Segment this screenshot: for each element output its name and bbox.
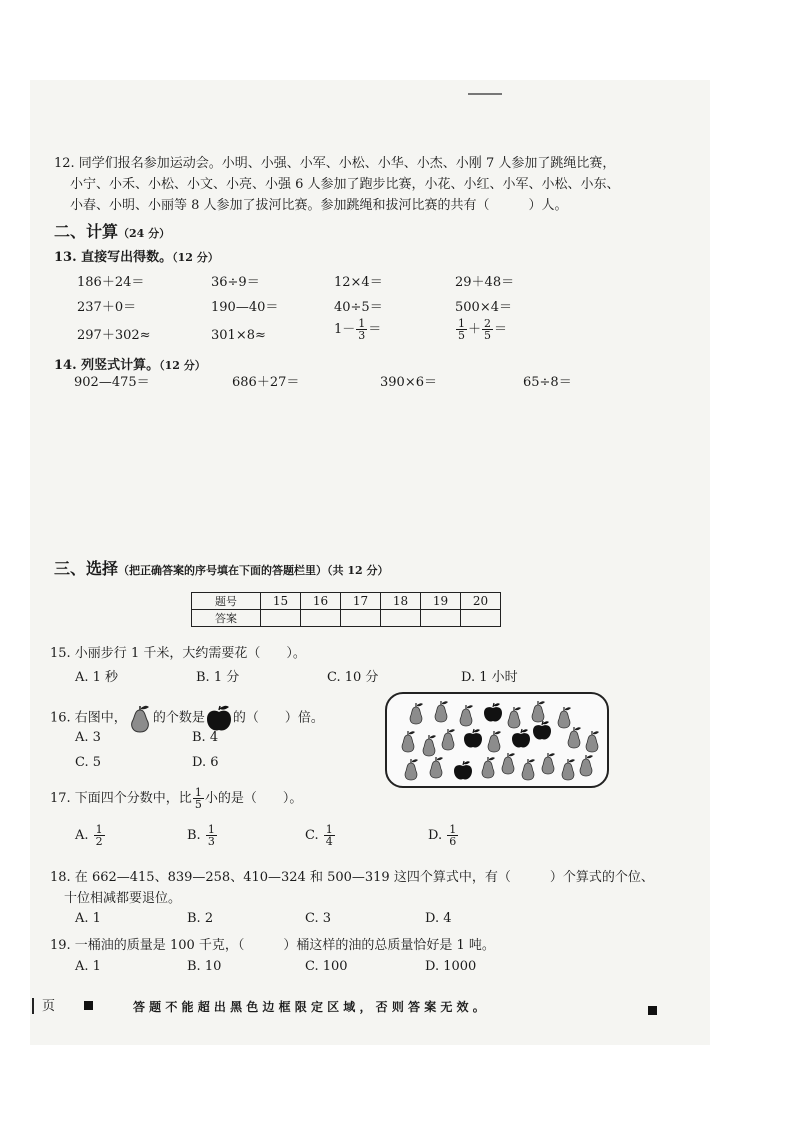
answer-table-head-number: 题号 xyxy=(192,593,261,610)
pear-icon xyxy=(430,757,443,778)
q16-stem-b: 的个数是 xyxy=(152,710,205,726)
answer-cell[interactable] xyxy=(461,610,501,627)
answer-table xyxy=(191,592,501,627)
q13-r2-c2: 190—40＝ xyxy=(211,300,279,315)
answer-cell[interactable] xyxy=(421,610,461,627)
pear-icon xyxy=(586,731,599,752)
pear-icon xyxy=(542,753,555,774)
q17-option-b[interactable] xyxy=(187,824,218,847)
option-letter: A. xyxy=(75,828,89,843)
pear-icon xyxy=(460,705,473,726)
footer-edge-line xyxy=(32,998,34,1014)
q13-score: （12 分） xyxy=(172,251,219,264)
q12-line2: 小宁、小禾、小松、小文、小亮、小强 6 人参加了跑步比赛，小花、小红、小军、小松、小东、 xyxy=(70,177,620,192)
fraction-numerator: 2 xyxy=(484,317,492,330)
pear-icon xyxy=(522,759,535,780)
answer-cell[interactable] xyxy=(301,610,341,627)
q17-stem-b: 小的是（ ）。 xyxy=(204,791,303,806)
pear-icon xyxy=(488,731,501,752)
q15-option-c[interactable]: C. 10 分 xyxy=(327,670,379,685)
q17-option-a[interactable] xyxy=(75,824,106,847)
footer-square-mark-right xyxy=(648,1006,657,1015)
q18-option-b[interactable]: B. 2 xyxy=(187,911,214,926)
fraction-denominator: 5 xyxy=(194,798,202,811)
pear-icon xyxy=(442,729,455,750)
q14-heading xyxy=(54,357,206,375)
q12-line1: 12. 同学们报名参加运动会。小明、小强、小军、小松、小华、小杰、小刚 7 人参加了跳绳比赛， xyxy=(54,156,616,171)
q18-option-c[interactable]: C. 3 xyxy=(305,911,332,926)
fraction-denominator: 5 xyxy=(484,329,492,342)
q13-r3-c3-equals: ＝ xyxy=(368,322,382,337)
pear-icon xyxy=(435,701,448,722)
q13-heading xyxy=(54,249,219,267)
top-rule xyxy=(468,93,502,95)
answer-table-number: 17 xyxy=(341,593,381,610)
answer-table-number: 16 xyxy=(301,593,341,610)
footer-notice: 答 题 不 能 超 出 黑 色 边 框 限 定 区 域 ， 否 则 答 案 无 效 。 xyxy=(133,1000,485,1014)
q13-r1-c4: 29＋48＝ xyxy=(455,275,515,290)
option-letter: C. xyxy=(305,828,319,843)
fraction-numerator: 1 xyxy=(95,823,103,836)
answer-cell[interactable] xyxy=(381,610,421,627)
apple-icon xyxy=(464,729,482,748)
q13-r1-c3: 12×4＝ xyxy=(334,275,383,290)
pear-icon xyxy=(558,707,571,728)
fraction-denominator: 5 xyxy=(458,329,465,342)
q18-option-a[interactable]: A. 1 xyxy=(75,911,101,926)
section3-heading xyxy=(54,556,388,579)
section3-note: （把正确答案的序号填在下面的答题栏里）（共 12 分） xyxy=(118,564,389,577)
q15-stem: 15. 小丽步行 1 千米，大约需要花（ ）。 xyxy=(50,646,306,661)
q13-r3-c4 xyxy=(455,318,507,341)
pear-icon xyxy=(410,703,423,724)
answer-table-row-answers xyxy=(192,610,501,627)
pear-icon xyxy=(402,731,415,752)
q17-stem xyxy=(50,787,302,810)
q14-title: 14. 列竖式计算。 xyxy=(54,358,160,373)
q13-r3-c4-plus: ＋ xyxy=(468,322,482,337)
fraction-numerator: 1 xyxy=(194,786,202,799)
apple-icon xyxy=(205,704,233,732)
answer-cell[interactable] xyxy=(261,610,301,627)
q18-option-d[interactable]: D. 4 xyxy=(425,911,452,926)
q13-r3-c3 xyxy=(334,318,381,341)
q16-stem xyxy=(50,703,324,733)
q19-option-b[interactable]: B. 10 xyxy=(187,959,222,974)
fruit-picture xyxy=(387,694,607,786)
pear-icon xyxy=(423,735,436,756)
apple-icon xyxy=(533,721,551,740)
q13-r1-c2: 36÷9＝ xyxy=(211,275,260,290)
option-fraction xyxy=(206,824,217,847)
q14-item-2: 686＋27＝ xyxy=(232,375,300,390)
q13-title: 13. 直接写出得数。 xyxy=(54,250,173,265)
pear-icon xyxy=(568,727,581,748)
q17-option-d[interactable] xyxy=(428,824,459,847)
q15-option-d[interactable]: D. 1 小时 xyxy=(461,670,518,685)
q14-score: （12 分） xyxy=(159,359,206,372)
q19-stem: 19. 一桶油的质量是 100 千克，（ ）桶这样的油的总质量恰好是 1 吨。 xyxy=(50,938,495,953)
q13-r3-c1: 297＋302≈ xyxy=(77,328,151,343)
q13-r2-c3: 40÷5＝ xyxy=(334,300,383,315)
fruit-picture-box xyxy=(385,692,609,788)
q19-option-d[interactable]: D. 1000 xyxy=(425,959,477,974)
q12-line3: 小春、小明、小丽等 8 人参加了拔河比赛。参加跳绳和拔河比赛的共有（ ）人。 xyxy=(70,198,568,213)
q14-item-1: 902—475＝ xyxy=(74,375,150,390)
fraction-numerator: 1 xyxy=(325,823,333,836)
pear-icon xyxy=(580,755,593,776)
q15-option-b[interactable]: B. 1 分 xyxy=(196,670,240,685)
pear-icon xyxy=(532,701,545,722)
q17-option-c[interactable] xyxy=(305,824,336,847)
footer-page-label: 页 xyxy=(42,999,56,1014)
fraction-denominator: 3 xyxy=(358,329,366,342)
answer-cell[interactable] xyxy=(341,610,381,627)
pear-icon xyxy=(405,759,418,780)
fraction-numerator: 1 xyxy=(458,317,465,330)
q16-stem-a: 16. 右图中， xyxy=(50,710,127,726)
fraction-numerator: 1 xyxy=(358,317,366,330)
q17-stem-fraction xyxy=(193,787,204,810)
fraction-denominator: 4 xyxy=(325,835,333,848)
q17-stem-a: 17. 下面四个分数中，比 xyxy=(50,791,192,806)
q14-item-3: 390×6＝ xyxy=(380,375,437,390)
pear-icon xyxy=(508,707,521,728)
q13-r3-c2: 301×8≈ xyxy=(211,328,266,343)
q13-r2-c4: 500×4＝ xyxy=(455,300,512,315)
answer-table-number: 20 xyxy=(461,593,501,610)
pear-icon xyxy=(482,757,495,778)
q19-option-a[interactable]: A. 1 xyxy=(75,959,101,974)
section3-title: 三、选择 xyxy=(54,559,119,578)
fraction-numerator: 1 xyxy=(449,823,457,836)
apple-icon xyxy=(484,703,502,722)
q16-option-a[interactable]: A. 3 xyxy=(75,730,101,745)
q16-option-d[interactable]: D. 6 xyxy=(192,755,219,770)
option-fraction xyxy=(447,824,458,847)
pear-icon xyxy=(127,703,153,733)
answer-table-row-numbers xyxy=(192,593,501,610)
section2-title: 二、计算 xyxy=(54,222,119,241)
apple-icon xyxy=(512,729,530,748)
q13-r3-c3-fraction xyxy=(356,318,367,341)
answer-table-head-answer: 答案 xyxy=(192,610,261,627)
option-letter: D. xyxy=(428,828,443,843)
q16-option-c[interactable]: C. 5 xyxy=(75,755,102,770)
answer-table-number: 19 xyxy=(421,593,461,610)
q16-option-b[interactable]: B. 4 xyxy=(192,730,219,745)
pear-icon xyxy=(502,753,515,774)
q18-line2: 十位相减都要退位。 xyxy=(64,891,182,906)
q13-r3-c4-equals: ＝ xyxy=(494,322,508,337)
fraction-denominator: 6 xyxy=(449,835,457,848)
fraction-numerator: 1 xyxy=(207,823,215,836)
fraction-denominator: 3 xyxy=(207,835,215,848)
option-fraction xyxy=(94,824,105,847)
q19-option-c[interactable]: C. 100 xyxy=(305,959,348,974)
option-letter: B. xyxy=(187,828,201,843)
q18-line1: 18. 在 662—415、839—258、410—324 和 500—319 这四个算式中，有（ ）个算式的个位、 xyxy=(50,870,654,885)
footer-square-mark-left xyxy=(84,1001,93,1010)
q13-r3-c3-prefix: 1－ xyxy=(334,322,356,337)
q13-r3-c4-fraction1 xyxy=(456,318,467,341)
pear-icon xyxy=(562,759,575,780)
answer-table-number: 18 xyxy=(381,593,421,610)
q13-r2-c1: 237＋0＝ xyxy=(77,300,137,315)
section2-heading xyxy=(54,219,170,242)
apple-icon xyxy=(454,761,472,780)
q14-item-4: 65÷8＝ xyxy=(523,375,572,390)
answer-table-number: 15 xyxy=(261,593,301,610)
q13-r3-c4-fraction2 xyxy=(482,318,493,341)
q13-r1-c1: 186＋24＝ xyxy=(77,275,145,290)
section2-score: （24 分） xyxy=(118,227,171,240)
option-fraction xyxy=(324,824,335,847)
fraction-denominator: 2 xyxy=(95,835,103,848)
q15-option-a[interactable]: A. 1 秒 xyxy=(75,670,119,685)
q16-stem-c: 的（ ）倍。 xyxy=(232,710,324,726)
